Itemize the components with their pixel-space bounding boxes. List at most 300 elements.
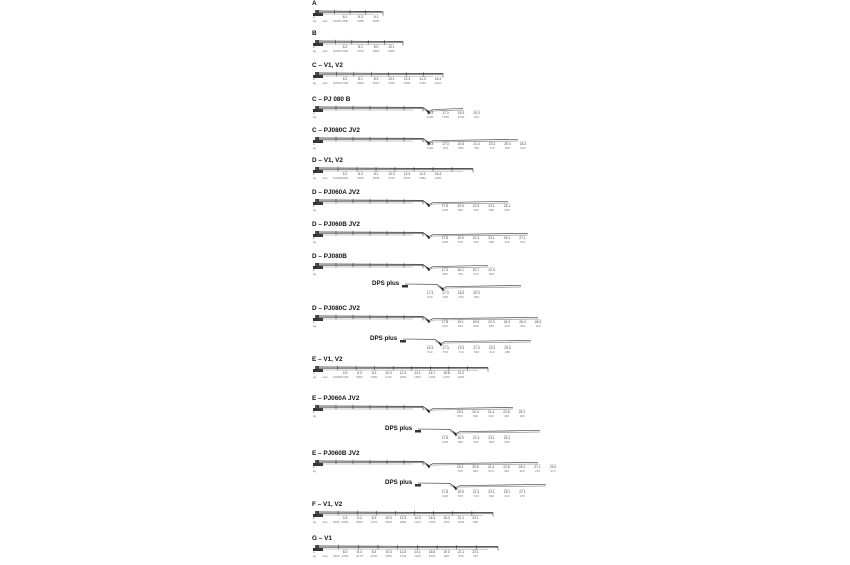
row-label-a: a	[313, 268, 315, 272]
reach-value: 10.1	[388, 77, 395, 81]
load-value: 1740	[399, 554, 407, 558]
load-value: 1960	[399, 375, 407, 379]
reach-value: 12.3	[403, 77, 411, 81]
reach-value: 6.0	[342, 550, 348, 554]
reach-value: 18.3	[456, 410, 464, 414]
load-value: 700	[473, 240, 479, 244]
reach-value: 10.3	[388, 172, 395, 176]
load-diagram-section	[313, 137, 526, 150]
load-value: 740	[473, 494, 479, 498]
load-diagram-section	[313, 199, 510, 212]
load-value: 4640	[370, 554, 378, 558]
section-title: G – V1	[312, 535, 332, 542]
load-diagram-section	[313, 460, 556, 498]
load-value: 310	[519, 324, 526, 328]
boom-upper-line	[317, 41, 403, 42]
dps-plus-label: DPS plus	[385, 479, 413, 486]
load-value: 1780	[442, 115, 449, 119]
reach-value: 23.1	[488, 436, 495, 440]
reach-value: 8.4	[371, 550, 377, 554]
load-value: 1050	[457, 375, 465, 379]
max-value: 10000	[333, 19, 342, 23]
section-title: D – PJ060A JV2	[312, 189, 360, 196]
reach-value: 17.8	[441, 236, 449, 240]
load-value: 550	[488, 208, 495, 212]
load-value: 7500	[341, 49, 349, 53]
reach-value: 18.8	[443, 371, 450, 375]
reach-value: 27.1	[519, 236, 526, 240]
boom-upper-line	[317, 546, 498, 547]
reach-value: 12.3	[399, 516, 407, 520]
load-value: 3720	[388, 176, 395, 180]
dps-crane-base-shape	[400, 340, 406, 343]
load-value: 400	[519, 414, 525, 418]
reach-value: 24.3	[503, 320, 511, 324]
reach-value: 4.3	[342, 516, 348, 520]
reach-value: 10.3	[385, 550, 392, 554]
max-label: max.	[322, 554, 329, 558]
load-value: 1630	[457, 115, 465, 119]
section-title: C – PJ080C JV2	[312, 127, 360, 134]
load-value: 380	[504, 208, 510, 212]
row-label-kg: kg	[313, 324, 317, 328]
reach-value: 25.1	[503, 236, 511, 240]
load-diagram-section	[313, 315, 541, 354]
reach-value: 19.1	[457, 320, 464, 324]
load-value: 870	[457, 494, 464, 498]
load-value: 880	[458, 146, 464, 150]
reach-value: 4.9	[342, 371, 348, 375]
row-label-kg: kg	[313, 208, 317, 212]
max-label: max.	[322, 375, 329, 379]
load-value: 750	[457, 272, 464, 276]
load-value: 3800	[372, 49, 380, 53]
reach-value: 16.4	[428, 516, 436, 520]
reach-value: 20.4	[472, 410, 479, 414]
reach-value: 10.3	[385, 371, 392, 375]
reach-value: 8.3	[358, 15, 363, 19]
reach-value: 23.3	[488, 142, 496, 146]
load-value: 1120	[441, 494, 449, 498]
section-title: C – PJ 080 B	[312, 96, 351, 103]
load-value: 1860	[419, 176, 426, 180]
row-label-kg: kg	[313, 469, 317, 473]
load-value: 1300	[428, 375, 436, 379]
reach-value: 25.1	[503, 204, 511, 208]
row-label-kg: kg	[313, 520, 317, 524]
load-value: 1220	[414, 554, 421, 558]
load-value: 860	[457, 440, 464, 444]
reach-value: 25.1	[503, 490, 511, 494]
dps-plus-label: DPS plus	[385, 425, 413, 432]
reach-value: 21.1	[457, 516, 465, 520]
load-value: 7200	[341, 81, 349, 85]
load-value: 510	[427, 350, 433, 354]
reach-value: 28.3	[534, 320, 542, 324]
reach-value: 14.1	[419, 172, 426, 176]
row-label-a: a	[313, 15, 315, 19]
reach-value: 23.1	[488, 204, 495, 208]
boom-upper-line	[317, 367, 488, 368]
load-value: 270	[519, 494, 526, 498]
load-value: 710	[458, 350, 464, 354]
reach-value: 23.1	[472, 550, 479, 554]
load-value: 440	[504, 324, 510, 328]
load-diagram-section	[313, 405, 540, 444]
load-diagram-section	[313, 106, 480, 119]
load-diagram-section	[313, 40, 403, 53]
load-value: 8500	[341, 520, 349, 524]
load-value: 7800	[341, 19, 349, 23]
load-value: 1130	[441, 208, 449, 212]
reach-value: 21.9	[472, 204, 480, 208]
load-value: 3250	[385, 554, 392, 558]
load-value: 540	[488, 240, 495, 244]
load-value: 350	[473, 295, 480, 299]
reach-value: 21.3	[473, 142, 480, 146]
reach-value: 6.4	[357, 516, 362, 520]
load-diagram-section	[313, 10, 383, 23]
reach-value: 17.3	[426, 291, 434, 295]
load-value: 600	[488, 272, 495, 276]
load-value: 410	[504, 494, 510, 498]
reach-value: 17.8	[441, 320, 449, 324]
load-value: 380	[504, 440, 510, 444]
max-label: max.	[322, 49, 329, 53]
row-label-a: a	[313, 320, 315, 324]
load-value: 5750	[357, 49, 364, 53]
section-title: E – V1, V2	[312, 356, 343, 363]
reach-value: 8.3	[371, 371, 377, 375]
load-value: 320	[519, 469, 525, 473]
dps-plus-label: DPS plus	[370, 335, 398, 342]
max-label: max.	[322, 176, 329, 180]
load-value: 3500	[388, 49, 395, 53]
reach-value: 8.1	[358, 77, 363, 81]
reach-value: 27.1	[534, 465, 541, 469]
reach-value: 14.1	[414, 550, 421, 554]
load-value: 600	[520, 146, 526, 150]
section-title: D – PJ080C JV2	[312, 305, 360, 312]
load-value: 270	[534, 469, 541, 473]
reach-value: 12.4	[403, 172, 411, 176]
reach-value: 19.0	[443, 550, 450, 554]
reach-value: 25.1	[518, 465, 526, 469]
row-label-kg: kg	[313, 146, 317, 150]
reach-value: 15.3	[426, 142, 434, 146]
reach-value: 25.3	[504, 142, 511, 146]
load-value: 540	[472, 414, 479, 418]
row-label-kg: kg	[313, 19, 317, 23]
reach-value: 6.2	[342, 172, 348, 176]
reach-value: 21.4	[487, 465, 495, 469]
reach-value: 17.3	[442, 346, 449, 350]
reach-value: 8.3	[371, 516, 377, 520]
load-value: 280	[504, 350, 511, 354]
load-value: 170	[550, 469, 556, 473]
load-value: 390	[488, 414, 494, 418]
reach-value: 18.3	[457, 291, 465, 295]
load-value: 3500	[372, 19, 380, 23]
load-diagram-section	[313, 72, 443, 85]
reach-value: 15.3	[426, 111, 434, 115]
load-value: 1320	[428, 520, 436, 524]
row-label-a: a	[313, 371, 315, 375]
load-value: 970	[473, 115, 480, 119]
reach-value: 27.1	[519, 490, 526, 494]
load-value: 680	[472, 469, 479, 473]
max-label: max.	[322, 19, 329, 23]
reach-value: 25.3	[504, 346, 511, 350]
reach-value: 22.8	[503, 465, 510, 469]
reach-value: 16.8	[428, 550, 436, 554]
reach-value: 15.3	[426, 346, 434, 350]
reach-value: 19.9	[457, 490, 464, 494]
load-value: 3350	[370, 375, 378, 379]
reach-value: 18.4	[443, 516, 450, 520]
row-label-a: a	[313, 550, 315, 554]
load-value: 1040	[428, 554, 436, 558]
reach-value: 6.1	[342, 15, 348, 19]
reach-value: 19.3	[457, 142, 465, 146]
load-diagram-section	[313, 263, 521, 299]
load-value: 4170	[356, 554, 363, 558]
load-value: 6650	[357, 176, 364, 180]
load-value: 540	[427, 295, 433, 299]
load-value: 5280	[357, 19, 364, 23]
load-value: 2780	[419, 81, 426, 85]
boom-upper-line	[317, 73, 443, 74]
load-value: 600	[473, 440, 479, 444]
load-diagram-section	[313, 167, 473, 180]
reach-value: 14.3	[414, 516, 421, 520]
load-value: 650	[472, 520, 479, 524]
reach-value: 8.2	[358, 172, 363, 176]
load-value: 500	[488, 440, 495, 444]
max-value: 10000	[333, 176, 342, 180]
reach-value: 21.4	[472, 236, 480, 240]
load-value: 870	[457, 240, 464, 244]
load-value: 530	[473, 350, 480, 354]
load-value: 1860	[399, 520, 407, 524]
load-value: 270	[519, 240, 526, 244]
reach-value: 8.3	[373, 77, 379, 81]
reach-value: 19.3	[457, 346, 465, 350]
reach-value: 16.4	[434, 77, 442, 81]
reach-value: 21.4	[472, 490, 480, 494]
reach-value: 22.3	[488, 320, 495, 324]
reach-value: 21.1	[457, 550, 465, 554]
load-value: 540	[488, 494, 495, 498]
load-diagram-section	[313, 231, 528, 244]
reach-value: 21.4	[472, 436, 480, 440]
reach-value: 20.8	[472, 465, 479, 469]
section-title: D – V1, V2	[312, 157, 343, 164]
reach-value: 8.0	[373, 45, 379, 49]
reach-value: 21.4	[487, 410, 495, 414]
row-label-a: a	[313, 516, 315, 520]
load-value: 1270	[443, 375, 450, 379]
reach-value: 22.8	[503, 410, 510, 414]
boom-upper-line	[317, 512, 493, 513]
load-value: 960	[442, 324, 448, 328]
load-value: 1230	[426, 115, 434, 119]
load-value: 6500	[356, 520, 363, 524]
load-value: 6600	[357, 81, 364, 85]
row-label-a: a	[313, 142, 315, 146]
load-value: 4640	[388, 81, 395, 85]
row-label-kg: kg	[313, 414, 317, 418]
row-label-a: a	[313, 77, 315, 81]
reach-value: 6.1	[373, 15, 379, 19]
load-value: 430	[503, 469, 510, 473]
reach-value: 23.1	[488, 490, 495, 494]
row-label-kg: kg	[313, 554, 317, 558]
load-value: 2410	[385, 375, 392, 379]
section-title: D – PJ060B JV2	[312, 221, 360, 228]
row-label-a: a	[313, 465, 315, 469]
reach-value: 25.1	[503, 436, 511, 440]
load-value: 1240	[414, 520, 421, 524]
reach-value: 18.3	[456, 465, 464, 469]
max-value: 2600	[333, 554, 340, 558]
load-value: 560	[488, 324, 495, 328]
load-value: 3150	[385, 520, 392, 524]
load-value: 1000	[457, 520, 465, 524]
reach-value: 6.2	[342, 45, 348, 49]
load-value: 2200	[341, 554, 349, 558]
reach-value: 16.7	[428, 371, 436, 375]
reach-value: 6.2	[342, 77, 348, 81]
row-label-a: a	[313, 236, 315, 240]
load-value: 160	[535, 324, 541, 328]
load-value: 430	[503, 414, 510, 418]
load-value: 860	[457, 208, 464, 212]
load-value: 5510	[372, 81, 380, 85]
reach-value: 18.2	[457, 268, 464, 272]
dps-crane-base-shape	[415, 430, 421, 433]
reach-value: 14.3	[419, 77, 426, 81]
row-label-a: a	[313, 410, 315, 414]
reach-value: 18.3	[457, 111, 465, 115]
section-title: C – V1, V2	[312, 62, 343, 69]
section-title: A	[312, 0, 317, 7]
section-title: D – PJ080B	[312, 253, 347, 260]
reach-value: 20.7	[472, 268, 480, 272]
reach-value: 16.4	[434, 172, 442, 176]
row-label-a: a	[313, 172, 315, 176]
reach-value: 17.8	[441, 490, 449, 494]
load-value: 670	[473, 272, 479, 276]
dps-crane-base-shape	[415, 484, 421, 487]
load-value: 650	[457, 414, 463, 418]
row-label-kg: kg	[313, 176, 317, 180]
row-label-a: a	[313, 204, 315, 208]
load-value: 3400	[403, 81, 411, 85]
load-value: 6500	[356, 375, 363, 379]
max-value: 9000	[333, 520, 340, 524]
load-value: 780	[473, 146, 480, 150]
reach-value: 19.9	[457, 204, 464, 208]
dps-crane-base-shape	[402, 285, 408, 288]
reach-value: 17.3	[442, 142, 449, 146]
load-value: 1130	[441, 440, 449, 444]
section-title: B	[312, 30, 317, 37]
reach-value: 23.3	[488, 346, 496, 350]
load-value: 810	[457, 324, 464, 328]
reach-value: 19.9	[457, 436, 464, 440]
load-value: 4830	[372, 176, 380, 180]
load-value: 410	[504, 240, 510, 244]
reach-value: 20.3	[473, 111, 480, 115]
load-value: 2410	[434, 81, 442, 85]
load-value: 700	[473, 208, 479, 212]
reach-value: 14.1	[414, 371, 421, 375]
max-value: 10000	[333, 81, 342, 85]
reach-value: 22.3	[488, 268, 495, 272]
reach-value: 12.4	[399, 371, 407, 375]
reach-value: 8.1	[358, 45, 363, 49]
row-label-a: a	[313, 111, 315, 115]
reach-value: 20.9	[472, 320, 480, 324]
reach-value: 17.3	[442, 111, 449, 115]
reach-value: 25.1	[518, 410, 526, 414]
load-value: 700	[457, 469, 463, 473]
row-label-a: a	[313, 45, 315, 49]
section-title: F – V1, V2	[312, 501, 343, 508]
load-value: 540	[442, 295, 449, 299]
row-label-kg: kg	[313, 115, 317, 119]
load-value: 800	[443, 554, 450, 558]
section-title: E – PJ060B JV2	[312, 450, 360, 457]
load-value: 1150	[443, 520, 450, 524]
reach-value: 21.0	[457, 371, 465, 375]
load-value: 410	[489, 350, 495, 354]
reach-value: 19.9	[457, 236, 464, 240]
max-value: 10000	[333, 375, 342, 379]
load-value: 1200	[441, 240, 449, 244]
load-value: 8700	[341, 375, 349, 379]
row-label-kg: kg	[313, 49, 317, 53]
reach-value: 10.3	[385, 516, 392, 520]
load-value: 870	[442, 146, 449, 150]
load-value: 710	[489, 146, 495, 150]
reach-value: 21.3	[473, 346, 480, 350]
load-value: 470	[472, 554, 479, 558]
load-value: 1230	[434, 176, 442, 180]
load-diagram-section	[313, 511, 493, 524]
row-label-kg: kg	[313, 375, 317, 379]
load-value: 2870	[403, 176, 411, 180]
max-value: 10000	[333, 49, 342, 53]
reach-value: 17.3	[442, 291, 449, 295]
max-label: max.	[322, 520, 329, 524]
section-title: E – PJ060A JV2	[312, 395, 360, 402]
dps-plus-label: DPS plus	[372, 280, 400, 287]
load-value: 570	[442, 350, 449, 354]
reach-value: 20.3	[473, 291, 480, 295]
reach-value: 8.4	[357, 550, 362, 554]
max-label: max.	[322, 81, 329, 85]
reach-value: 10.1	[388, 45, 395, 49]
reach-value: 17.3	[441, 268, 449, 272]
reach-value: 26.3	[519, 320, 526, 324]
load-value: 500	[458, 554, 464, 558]
load-value: 460	[458, 295, 464, 299]
row-label-kg: kg	[313, 81, 317, 85]
reach-value: 23.1	[472, 516, 479, 520]
row-label-kg: kg	[313, 240, 317, 244]
